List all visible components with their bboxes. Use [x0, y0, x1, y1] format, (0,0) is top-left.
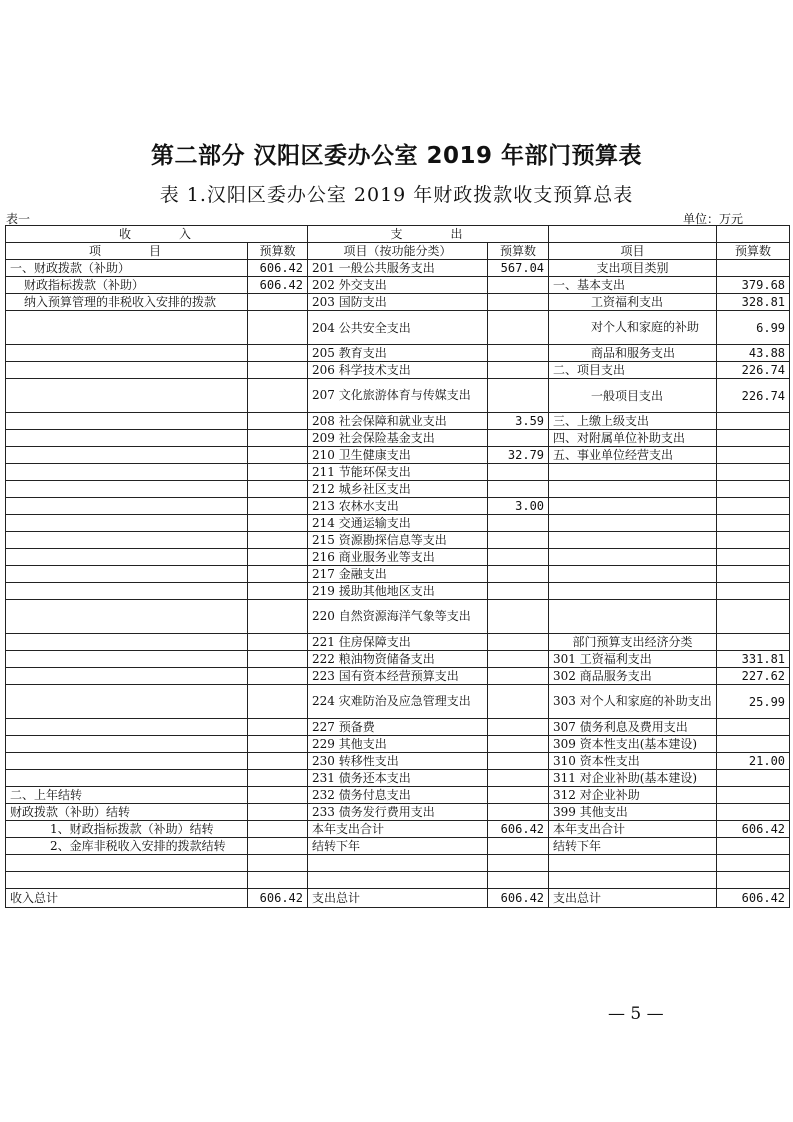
income-amount-cell	[248, 804, 308, 821]
category-amount-cell	[717, 260, 790, 277]
category-amount-cell	[717, 600, 790, 634]
category-amount-cell	[717, 566, 790, 583]
income-amount-cell	[248, 872, 308, 889]
table-row	[6, 753, 790, 770]
income-item-cell	[6, 362, 248, 379]
income-amount-cell	[248, 583, 308, 600]
category-item-cell	[549, 498, 717, 515]
table-header-row-2	[6, 243, 790, 260]
category-amount-cell: 331.81	[717, 651, 790, 668]
table-row	[6, 838, 790, 855]
column-header-item: 项 目	[6, 243, 248, 260]
category-amount-cell: 226.74	[717, 379, 790, 413]
income-item-cell	[6, 855, 248, 872]
function-item-cell	[308, 872, 488, 889]
function-amount-cell	[488, 549, 549, 566]
category-amount-cell	[717, 736, 790, 753]
category-amount-cell	[717, 464, 790, 481]
income-item-cell	[6, 634, 248, 651]
table-row	[6, 294, 790, 311]
income-item-cell	[6, 668, 248, 685]
table-subtitle: 表 1.汉阳区委办公室 2019 年财政拨款收支预算总表	[159, 184, 634, 206]
income-item-cell	[6, 600, 248, 634]
income-item-cell	[6, 464, 248, 481]
function-item-cell: 232 债务付息支出	[308, 787, 488, 804]
function-amount-cell	[488, 481, 549, 498]
function-amount-cell	[488, 855, 549, 872]
table-row	[6, 685, 790, 719]
income-item-cell	[6, 685, 248, 719]
category-item-cell: 对个人和家庭的补助	[549, 311, 717, 345]
income-item-cell	[6, 311, 248, 345]
category-item-cell: 一般项目支出	[549, 379, 717, 413]
category-amount-cell	[717, 549, 790, 566]
function-item-cell: 203 国防支出	[308, 294, 488, 311]
category-amount-cell: 25.99	[717, 685, 790, 719]
function-item-cell: 217 金融支出	[308, 566, 488, 583]
category-item-cell: 303 对个人和家庭的补助支出	[549, 685, 717, 719]
function-item-cell: 233 债务发行费用支出	[308, 804, 488, 821]
table-row	[6, 498, 790, 515]
category-item-cell: 工资福利支出	[549, 294, 717, 311]
function-amount-cell	[488, 872, 549, 889]
income-amount-cell	[248, 736, 308, 753]
income-amount-cell	[248, 311, 308, 345]
table-row	[6, 379, 790, 413]
category-amount-cell	[717, 430, 790, 447]
table-row	[6, 719, 790, 736]
category-item-cell: 310 资本性支出	[549, 753, 717, 770]
table-row	[6, 651, 790, 668]
category-amount-cell	[717, 515, 790, 532]
income-amount-cell	[248, 532, 308, 549]
category-amount-cell: 606.42	[717, 821, 790, 838]
table-row	[6, 515, 790, 532]
header-blank	[717, 226, 790, 243]
table-row	[6, 872, 790, 889]
income-item-cell	[6, 549, 248, 566]
category-item-cell: 312 对企业补助	[549, 787, 717, 804]
income-item-cell: 一、财政拨款（补助）	[6, 260, 248, 277]
income-item-cell	[6, 481, 248, 498]
function-amount-cell	[488, 634, 549, 651]
function-amount-cell	[488, 430, 549, 447]
function-item-cell: 支出总计	[308, 889, 488, 908]
category-amount-cell	[717, 413, 790, 430]
category-item-cell: 301 工资福利支出	[549, 651, 717, 668]
function-item-cell: 202 外交支出	[308, 277, 488, 294]
function-amount-cell	[488, 719, 549, 736]
category-item-cell	[549, 600, 717, 634]
category-amount-cell: 6.99	[717, 311, 790, 345]
table-row	[6, 413, 790, 430]
table-row	[6, 345, 790, 362]
category-amount-cell	[717, 447, 790, 464]
category-amount-cell	[717, 770, 790, 787]
category-amount-cell: 328.81	[717, 294, 790, 311]
column-header-item: 项目	[549, 243, 717, 260]
category-item-cell	[549, 855, 717, 872]
table-row	[6, 634, 790, 651]
function-amount-cell	[488, 770, 549, 787]
category-amount-cell: 21.00	[717, 753, 790, 770]
function-item-cell: 224 灾难防治及应急管理支出	[308, 685, 488, 719]
income-amount-cell: 606.42	[248, 277, 308, 294]
function-amount-cell	[488, 736, 549, 753]
income-item-cell	[6, 515, 248, 532]
function-amount-cell	[488, 379, 549, 413]
function-amount-cell: 3.59	[488, 413, 549, 430]
category-amount-cell	[717, 838, 790, 855]
category-item-cell	[549, 566, 717, 583]
category-item-cell: 399 其他支出	[549, 804, 717, 821]
category-item-cell: 结转下年	[549, 838, 717, 855]
income-amount-cell	[248, 838, 308, 855]
income-amount-cell	[248, 294, 308, 311]
column-header-amount: 预算数	[248, 243, 308, 260]
function-item-cell: 208 社会保障和就业支出	[308, 413, 488, 430]
income-amount-cell	[248, 498, 308, 515]
function-item-cell: 211 节能环保支出	[308, 464, 488, 481]
income-item-cell: 1、财政指标拨款（补助）结转	[6, 821, 248, 838]
category-amount-cell	[717, 481, 790, 498]
function-amount-cell	[488, 651, 549, 668]
function-item-cell: 204 公共安全支出	[308, 311, 488, 345]
column-header-amount: 预算数	[488, 243, 549, 260]
income-amount-cell: 606.42	[248, 260, 308, 277]
function-amount-cell: 32.79	[488, 447, 549, 464]
category-amount-cell: 606.42	[717, 889, 790, 908]
table-row	[6, 804, 790, 821]
function-amount-cell	[488, 804, 549, 821]
income-amount-cell	[248, 651, 308, 668]
income-amount-cell	[248, 770, 308, 787]
income-item-cell	[6, 651, 248, 668]
category-item-cell: 四、对附属单位补助支出	[549, 430, 717, 447]
income-item-cell: 纳入预算管理的非税收入安排的拨款	[6, 294, 248, 311]
table-row	[6, 566, 790, 583]
function-item-cell: 213 农林水支出	[308, 498, 488, 515]
category-amount-cell	[717, 498, 790, 515]
function-item-cell	[308, 855, 488, 872]
category-item-cell	[549, 872, 717, 889]
income-amount-cell	[248, 719, 308, 736]
table-row	[6, 668, 790, 685]
category-item-cell: 三、上缴上级支出	[549, 413, 717, 430]
category-amount-cell	[717, 787, 790, 804]
category-item-cell: 309 资本性支出(基本建设)	[549, 736, 717, 753]
function-amount-cell	[488, 294, 549, 311]
function-amount-cell	[488, 685, 549, 719]
income-header: 收 入	[6, 226, 308, 243]
income-item-cell	[6, 872, 248, 889]
income-amount-cell	[248, 566, 308, 583]
category-item-cell: 本年支出合计	[549, 821, 717, 838]
function-item-cell: 214 交通运输支出	[308, 515, 488, 532]
income-item-cell	[6, 413, 248, 430]
income-amount-cell	[248, 447, 308, 464]
table-row	[6, 481, 790, 498]
category-item-cell: 311 对企业补助(基本建设)	[549, 770, 717, 787]
table-row	[6, 600, 790, 634]
table-id: 表一	[6, 212, 31, 226]
income-item-cell	[6, 345, 248, 362]
income-item-cell: 财政拨款（补助）结转	[6, 804, 248, 821]
function-amount-cell: 606.42	[488, 889, 549, 908]
function-item-cell: 209 社会保险基金支出	[308, 430, 488, 447]
function-item-cell: 205 教育支出	[308, 345, 488, 362]
function-item-cell: 229 其他支出	[308, 736, 488, 753]
income-item-cell	[6, 719, 248, 736]
income-amount-cell	[248, 515, 308, 532]
income-amount-cell	[248, 430, 308, 447]
function-item-cell: 220 自然资源海洋气象等支出	[308, 600, 488, 634]
category-amount-cell: 227.62	[717, 668, 790, 685]
function-amount-cell	[488, 362, 549, 379]
category-amount-cell	[717, 855, 790, 872]
income-amount-cell	[248, 855, 308, 872]
function-amount-cell	[488, 464, 549, 481]
category-amount-cell	[717, 634, 790, 651]
category-item-cell	[549, 464, 717, 481]
function-item-cell: 本年支出合计	[308, 821, 488, 838]
income-amount-cell: 606.42	[248, 889, 308, 908]
table-row	[6, 277, 790, 294]
table-row	[6, 430, 790, 447]
income-item-cell: 收入总计	[6, 889, 248, 908]
budget-table	[5, 225, 790, 908]
function-amount-cell	[488, 583, 549, 600]
unit-label: 单位：万元	[683, 212, 744, 226]
category-item-cell: 307 债务利息及费用支出	[549, 719, 717, 736]
income-amount-cell	[248, 668, 308, 685]
income-item-cell	[6, 379, 248, 413]
function-amount-cell	[488, 838, 549, 855]
income-item-cell	[6, 566, 248, 583]
income-amount-cell	[248, 413, 308, 430]
column-header-func-item: 项目（按功能分类）	[308, 243, 488, 260]
function-item-cell: 221 住房保障支出	[308, 634, 488, 651]
table-row	[6, 855, 790, 872]
function-item-cell: 212 城乡社区支出	[308, 481, 488, 498]
category-amount-cell	[717, 872, 790, 889]
function-amount-cell	[488, 311, 549, 345]
category-item-cell: 支出总计	[549, 889, 717, 908]
category-item-cell	[549, 481, 717, 498]
income-item-cell	[6, 430, 248, 447]
income-item-cell	[6, 447, 248, 464]
income-amount-cell	[248, 345, 308, 362]
income-amount-cell	[248, 481, 308, 498]
table-row	[6, 311, 790, 345]
function-amount-cell	[488, 345, 549, 362]
function-amount-cell	[488, 753, 549, 770]
function-amount-cell: 567.04	[488, 260, 549, 277]
income-item-cell: 财政指标拨款（补助）	[6, 277, 248, 294]
income-amount-cell	[248, 600, 308, 634]
category-item-cell	[549, 549, 717, 566]
function-item-cell: 223 国有资本经营预算支出	[308, 668, 488, 685]
income-amount-cell	[248, 787, 308, 804]
income-amount-cell	[248, 549, 308, 566]
category-amount-cell: 226.74	[717, 362, 790, 379]
category-item-cell: 五、事业单位经营支出	[549, 447, 717, 464]
function-amount-cell	[488, 515, 549, 532]
income-amount-cell	[248, 362, 308, 379]
category-amount-cell	[717, 532, 790, 549]
table-row	[6, 447, 790, 464]
table-row	[6, 583, 790, 600]
function-amount-cell	[488, 566, 549, 583]
column-header-amount: 预算数	[717, 243, 790, 260]
function-item-cell: 219 援助其他地区支出	[308, 583, 488, 600]
table-row	[6, 736, 790, 753]
category-item-cell: 302 商品服务支出	[549, 668, 717, 685]
function-amount-cell	[488, 277, 549, 294]
category-item-cell: 支出项目类别	[549, 260, 717, 277]
category-amount-cell	[717, 719, 790, 736]
income-amount-cell	[248, 379, 308, 413]
function-amount-cell: 3.00	[488, 498, 549, 515]
function-item-cell: 231 债务还本支出	[308, 770, 488, 787]
table-row	[6, 770, 790, 787]
income-item-cell	[6, 583, 248, 600]
income-item-cell: 2、金库非税收入安排的拨款结转	[6, 838, 248, 855]
category-item-cell: 部门预算支出经济分类	[549, 634, 717, 651]
total-row	[6, 889, 790, 908]
income-item-cell	[6, 498, 248, 515]
expense-header: 支 出	[308, 226, 549, 243]
table-row	[6, 362, 790, 379]
income-amount-cell	[248, 464, 308, 481]
function-item-cell: 结转下年	[308, 838, 488, 855]
function-item-cell: 222 粮油物资储备支出	[308, 651, 488, 668]
function-amount-cell	[488, 787, 549, 804]
table-row	[6, 821, 790, 838]
category-item-cell: 商品和服务支出	[549, 345, 717, 362]
category-item-cell	[549, 515, 717, 532]
income-amount-cell	[248, 685, 308, 719]
category-item-cell	[549, 532, 717, 549]
function-item-cell: 227 预备费	[308, 719, 488, 736]
function-amount-cell	[488, 668, 549, 685]
function-item-cell: 215 资源勘探信息等支出	[308, 532, 488, 549]
category-item-cell: 二、项目支出	[549, 362, 717, 379]
income-item-cell	[6, 753, 248, 770]
category-amount-cell: 43.88	[717, 345, 790, 362]
function-amount-cell	[488, 532, 549, 549]
function-item-cell: 207 文化旅游体育与传媒支出	[308, 379, 488, 413]
table-row	[6, 787, 790, 804]
income-amount-cell	[248, 753, 308, 770]
table-header-row-1	[6, 226, 790, 243]
function-item-cell: 210 卫生健康支出	[308, 447, 488, 464]
function-amount-cell: 606.42	[488, 821, 549, 838]
category-amount-cell	[717, 583, 790, 600]
function-item-cell: 206 科学技术支出	[308, 362, 488, 379]
income-item-cell	[6, 770, 248, 787]
table-row	[6, 549, 790, 566]
category-item-cell: 一、基本支出	[549, 277, 717, 294]
income-item-cell	[6, 736, 248, 753]
table-row	[6, 532, 790, 549]
income-amount-cell	[248, 821, 308, 838]
income-amount-cell	[248, 634, 308, 651]
function-item-cell: 201 一般公共服务支出	[308, 260, 488, 277]
table-row	[6, 464, 790, 481]
table-row	[6, 260, 790, 277]
page-number: — 5 —	[608, 1004, 664, 1024]
page-title: 第二部分 汉阳区委办公室 2019 年部门预算表	[150, 143, 643, 169]
function-amount-cell	[488, 600, 549, 634]
category-amount-cell	[717, 804, 790, 821]
income-item-cell	[6, 532, 248, 549]
category-amount-cell: 379.68	[717, 277, 790, 294]
function-item-cell: 230 转移性支出	[308, 753, 488, 770]
header-blank	[549, 226, 717, 243]
category-item-cell	[549, 583, 717, 600]
function-item-cell: 216 商业服务业等支出	[308, 549, 488, 566]
income-item-cell: 二、上年结转	[6, 787, 248, 804]
